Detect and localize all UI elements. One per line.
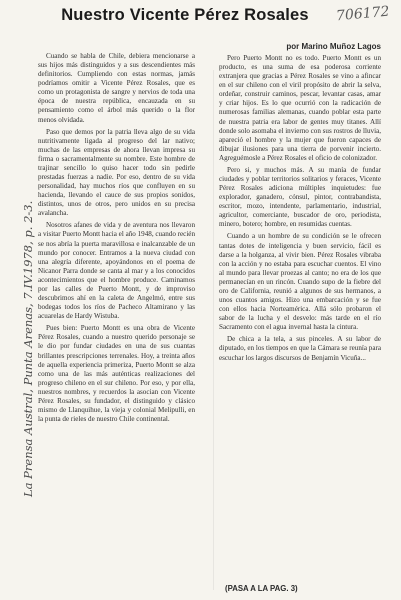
column-divider xyxy=(213,70,214,590)
paragraph: Nosotros afanes de vida y de aventura nos llevaron a visitar Puerto Montt hacia el año 1948, cuando recién se nos abría la puerta maravillosa e inalcanzable de un mundo por conocer. Entramos a la nueva ciudad con una alegría diferente, apoyándonos en el poema de Nicanor Parra donde se canta al mar y a los conocidos acontecimientos que el hombre produce. Caminamos por las calles de Puerto Montt, y de improviso descubrimos ahí en la caleta de Angelmó, entre sus bodegas todos los ríos de Pacheco Altamirano y las acuarelas de Hardy Wistuba. xyxy=(38,221,195,321)
paragraph: Pero Puerto Montt no es todo. Puerto Montt es un producto, es una suma de esa poderosa corriente extranjera que gracias a Pérez Rosales se vino a afincar en el sur chileno con el viril propósito de abrir la selva, ordeñar, construir caminos, pescar, levantar casas, amar y criar hijos. Es lo que ocurrió con la radicación de numerosas familias alemanas, cuando poblar esta parte de nuestra patria era labor de gentes muy titanes. Allí donde solo asomaba el invierno con sus rostros de lluvia, apareció el hombre y la mujer que fueron capaces de dibujar ilusiones para una tierra de porvenir incierto. Agreguémosle a Pérez Rosales el oficio de colonizador. xyxy=(219,54,381,162)
continuation-note: (PASA A LA PAG. 3) xyxy=(225,584,298,593)
paragraph: Pero si, y muchos más. A su manía de fundar ciudades y poblar territorios solitarios y feraces, Vicente Pérez Rosales adiciona múltiples inquietudes: fue explorador, ganadero, cónsul, pintor, contrabandista, escritor, mozo, intendente, parlamentario, industrial, agricultor, comerciante, buscador de oro, periodista, minero, botero; hombre, en resumidas cuentas. xyxy=(219,165,381,229)
handwritten-catalog-number: 706172 xyxy=(334,3,390,25)
article-column-right xyxy=(219,54,381,366)
article-byline: por Marino Muñoz Lagos xyxy=(286,42,381,51)
paragraph: Paso que demos por la patria lleva algo de su vida nutritivamente ligada al progreso del lar nativo; muchas de las empresas de ahora llevan impresa su firma o sacramentalmente su nombre. Este hombre de trajinar sencillo lo quiso hacer todo sin pedirle prestadas fuerzas a nadie. Por eso, dentro de su vida personalidad, hay muchos ríos que confluyen en su hacienda, llevando el cauce de sus propios sonidos, distintos, unos de otros, pero unidos en su precisa avalancha. xyxy=(38,127,195,218)
article-title: Nuestro Vicente Pérez Rosales xyxy=(61,6,309,24)
paragraph: Cuando a un hombre de su condición se le ofrecen tantas dotes de inteligencia y buen servicio, fácil es darse a la holganza, al vivir bien. Pérez Rosales vibraba con la acción y no estaba para escuchar cuentos. El vino al mundo para llevar proezas al canto; no era de los que permanecían en un rincón. Cuando supo de la fiebre del oro de California, reunió a algunos de sus hermanos, a unos cuantos amigos. Hizo una embarcación y se fue con ellos hacia Norteamérica. Allá sólo probaron el sabor de la lucha y el desvelo: más tarde en el río Sacramento con el agua invernal hasta la cintura. xyxy=(219,232,381,332)
paragraph: Pues bien: Puerto Montt es una obra de Vicente Pérez Rosales, cuando a nuestro querido personaje se le dio por fundar ciudades en una de sus cuantas brillantes prescripciones terrenales. Hoy, a treinta años de aquella experiencia primeriza, Puerto Montt se alza como una de las más auténticas realizaciones del progreso chileno en el sur chileno. Por eso, y por ella, nuestros nombres, y recuerdos la asocian con Vicente Pérez Rosales, su fundador, el distinguido y clásico mismo de Llanquihue, la vieja y colonial Melipulli, en la punta de rieles de nuestro Chile continental. xyxy=(38,324,195,424)
paragraph: De chica a la tela, a sus pinceles. A su labor de diputado, en los tiempos en que la Cámara se reunía para escuchar los largos discursos de Benjamín Vicuña... xyxy=(219,335,381,362)
handwritten-source-note: La Prensa Austral, Punta Arenas, 7.IV.1978, p. 2-3. xyxy=(21,200,35,497)
article-column-left xyxy=(38,52,195,427)
paragraph: Cuando se habla de Chile, debiera mencionarse a sus hijos más distinguidos y a sus descendientes más definitorios. Cumpliendo con estas normas, jamás podríamos omitir a Vicente Pérez Rosales, que es como un protagonista de sangre y nervios de toda una época de nuestra república, encauzada en su pensamiento como el árbol más querido o la flor menos olvidada. xyxy=(38,52,195,124)
